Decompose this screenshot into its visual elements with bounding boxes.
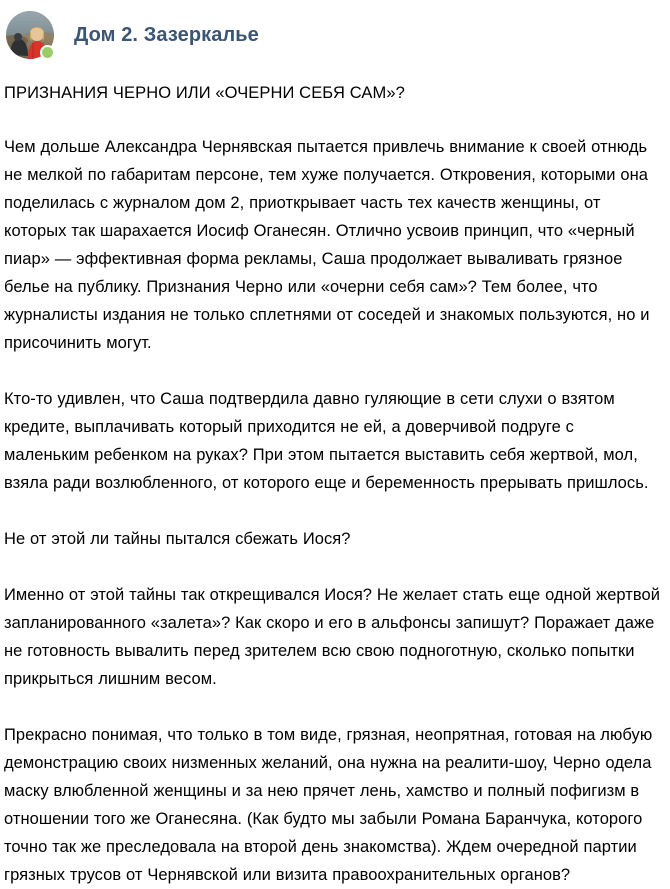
article-paragraph: Чем дольше Александра Чернявская пытается привлечь внимание к своей отнюдь не мелкой по габаритам персоне, тем хуже получается. Откровения, которыми она поделилась с журналом дом 2, приоткрывает часть тех качеств женщины, от которых так шарахается Иосиф Оганесян. Отлично усвоив принцип, что «черный пиар» — эффективная форма рекламы, Саша продолжает вываливать грязное белье на публику. Признания Черно или «очерни себя сам»? Тем более, что журналисты издания не только сплетнями от соседей и знакомых пользуются, но и присочинить могут. [4, 138, 650, 353]
avatar[interactable] [6, 11, 54, 59]
article-paragraph: Именно от этой тайны так открещивался Иося? Не желает стать еще одной жертвой запланированного «залета»? Как скоро и его в альфонсы запишут? Поражает даже не готовность вывалить перед зрителем всю свою подноготную, сколько попытки прикрыться лишним весом. [4, 586, 661, 689]
article-paragraph: Кто-то удивлен, что Саша подтвердила давно гуляющие в сети слухи о взятом кредите, выплачивать который приходится не ей, а доверчивой подруге с маленьким ребенком на руках? При этом пытается выставить себя жертвой, мол, взяла ради возлюбленного, от которого еще и беременность прерывать пришлось. [4, 390, 649, 493]
online-status-badge [40, 45, 55, 60]
article [0, 83, 670, 889]
article-paragraph: Не от этой ли тайны пытался сбежать Иося? [4, 530, 351, 549]
channel-title[interactable]: Дом 2. Зазеркалье [74, 23, 259, 46]
article-body [4, 133, 664, 889]
article-paragraph: Прекрасно понимая, что только в том виде, грязная, неопрятная, готовая на любую демонстрацию своих низменных желаний, она нужна на реалити-шоу, Черно одела маску влюбленной женщины и за нею прячет лень, хамство и полный пофигизм в отношении того же Оганесяна. (Как будто мы забыли Романа Баранчука, которого точно так же преследовала на второй день знакомства). Ждем очередной партии грязных трусов от Чернявской или визита правоохранительных органов? [4, 726, 653, 885]
article-heading: ПРИЗНАНИЯ ЧЕРНО ИЛИ «ОЧЕРНИ СЕБЯ САМ»? [4, 84, 405, 102]
post-header [0, 0, 670, 64]
